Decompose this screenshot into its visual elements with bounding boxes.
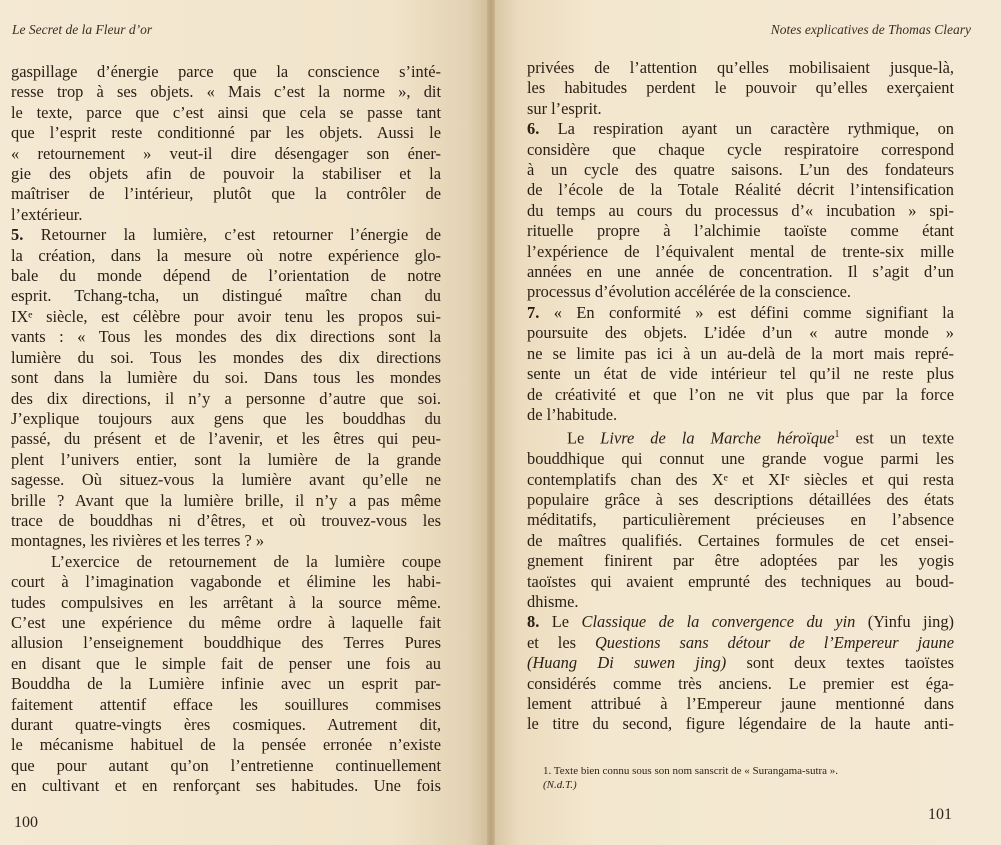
line-text: lement attribué à l’Empereur jaune mentionné dans [527, 694, 954, 714]
line-text: lumière du soi. Tous les mondes des dix directions [11, 347, 441, 367]
text-line [11, 266, 441, 286]
left-page-number: 100 [14, 814, 38, 831]
text-line [527, 653, 954, 673]
text-line [527, 572, 954, 592]
text-line [527, 282, 954, 302]
line-text: en disant que le simple fait de penser une fois au [11, 653, 441, 673]
line-text: poursuite des objets. L’idée d’un « autre monde » [527, 323, 954, 343]
left-page [0, 0, 487, 845]
text-line [527, 490, 954, 510]
line-text: à un cycle des quatre saisons. L’un des fondateurs [527, 160, 954, 180]
line-text: durant quatre-vingts ères cosmiques. Autrement dit, [11, 715, 441, 734]
text-line [11, 450, 441, 470]
right-running-head: Notes explicatives de Thomas Cleary [770, 22, 971, 37]
line-text: court à l’imagination vagabonde et élimine les habi- [11, 572, 441, 592]
italic-title: (Huang Di suwen jing) [527, 653, 727, 673]
line-text: resse trop à ses objets. « Mais c’est la norme », dit [11, 82, 441, 102]
right-page-number: 101 [928, 806, 952, 823]
line-text: gnement finirent par être adoptées par les yogis [527, 551, 954, 571]
text-line [11, 491, 441, 511]
left-running-head: Le Secret de la Fleur d’or [12, 22, 153, 37]
text-line [527, 303, 954, 323]
text-line [11, 307, 441, 327]
text-line [11, 470, 441, 490]
book-gutter [487, 0, 495, 845]
line-text: gie des objets afin de pouvoir la stabiliser et la [11, 164, 441, 184]
line-text: sur l’esprit. [527, 98, 602, 118]
line-text: de maîtres qualifiés. Certaines formules de cet ensei- [527, 530, 954, 550]
text-line [11, 511, 441, 531]
text-line [11, 593, 441, 613]
text-line [11, 613, 441, 633]
right-page [495, 0, 1001, 845]
text-line [527, 470, 954, 490]
line-text: bouddhique qui connut une grande vogue parmi les [527, 449, 954, 469]
line-text: taoïstes qui avaient emprunté des techniques au boud- [527, 571, 954, 591]
italic-title: Classique de la convergence du yin [581, 612, 856, 632]
right-body-text [527, 58, 954, 735]
text-line [11, 144, 441, 164]
line-text: brille ? Avant que la lumière brille, il n’y a pas même [11, 490, 441, 510]
text-line [527, 405, 954, 425]
text-line [11, 184, 441, 204]
text-line [527, 633, 954, 653]
text-line [11, 674, 441, 694]
line-text: plent l’univers entier, sont la lumière de la grande [11, 449, 441, 469]
text-line [527, 160, 954, 180]
line-text: gaspillage d’énergie parce que la conscience s’inté- [11, 62, 441, 81]
line-text: l’extérieur. [11, 204, 83, 224]
text-line [11, 327, 441, 347]
line-text: l’expérience de l’équivalent mental de trente-six mille [527, 241, 954, 261]
line-text: des dix directions, il n’y a personne d’autre que soi. [11, 388, 441, 408]
line-text: Retourner la lumière, c’est retourner l’énergie de [23, 225, 441, 245]
line-text: sagesse. Où situez-vous la lumière avant qu’elle ne [11, 470, 441, 490]
line-text: considère que chaque cycle respiratoire correspond [527, 139, 954, 159]
line-text: J’explique toujours aux gens que les bouddhas du [11, 408, 441, 428]
text-line [527, 262, 954, 282]
text-line [527, 242, 954, 262]
text-line [11, 62, 441, 82]
text-line [11, 123, 441, 143]
italic-title: Livre de la Marche héroïque [600, 428, 835, 448]
footnote [543, 764, 955, 792]
line-text: faitement attentif efface les souillures commises [11, 694, 441, 714]
line-text: rituelle propre à l’alchimie taoïste comme étant [527, 221, 954, 241]
line-text: Bouddha de la Lumière infinie avec un esprit par- [11, 674, 441, 694]
line-text: est un texte [839, 428, 955, 448]
text-line [527, 714, 954, 734]
line-text: allusion l’enseignement bouddhique des Terres Pures [11, 633, 441, 653]
line-text: ne se limite pas ici à un au-delà de la mort mais repré- [527, 343, 954, 363]
line-text: dhisme. [527, 592, 579, 612]
text-line [11, 225, 441, 245]
line-text: maîtriser de l’intérieur, plutôt que la contrôler de [11, 184, 441, 204]
text-line [11, 103, 441, 123]
italic-title: Questions sans détour de l’Empereur jaune [594, 632, 955, 652]
text-line [527, 592, 954, 612]
text-line [11, 368, 441, 388]
line-text: le texte, parce que c’est ainsi que cela se passe tant [11, 102, 441, 122]
line-text: contemplatifs chan des Xᵉ et XIᵉ siècles et qui resta [527, 469, 954, 489]
line-text: le mécanisme habituel de la pensée erronée n’existe [11, 735, 441, 755]
line-text: et les [527, 632, 595, 652]
text-line [527, 221, 954, 241]
line-text: L’exercice de retournement de la lumière coupe [51, 551, 441, 571]
text-line [527, 551, 954, 571]
line-text: IXᵉ siècle, est célèbre pour avoir tenu les propos sui- [11, 306, 441, 326]
line-text: la création, dans la mesure où notre expérience glo- [11, 245, 441, 265]
line-text: C’est une expérience du même ordre à laquelle fait [11, 612, 441, 632]
line-text: de l’école de la Totale Réalité décrit l’intensification [527, 180, 954, 200]
text-line [527, 140, 954, 160]
text-line [527, 694, 954, 714]
line-text: Le [539, 612, 582, 632]
note-number: 5. [11, 225, 24, 245]
text-line [11, 654, 441, 674]
line-text: les habitudes perdent le pouvoir qu’elles exerçaient [527, 78, 954, 98]
line-text: montagnes, les rivières et les terres ? » [11, 531, 265, 551]
text-line [527, 180, 954, 200]
note-number: 6. [527, 119, 540, 139]
line-text: de créativité et que l’on ne vit plus que par la force [527, 384, 954, 404]
line-text: sente un état de vide intérieur tel qu’il ne reste plus [527, 364, 954, 384]
line-text: méditatifs, particulièrement précieuses en l’absence [527, 510, 954, 530]
line-text: privées de l’attention qu’elles mobilisaient jusque-là, [527, 58, 954, 77]
line-text: (Yinfu jing) [855, 612, 955, 632]
text-line [527, 344, 954, 364]
line-text: que pour autant qu’on l’entretienne continuellement [11, 755, 441, 775]
note-number: 7. [527, 302, 540, 322]
line-text: considérés comme très anciens. Le premier est éga- [527, 673, 954, 693]
line-text: vants : « Tous les mondes des dix directions sont la [11, 327, 441, 347]
text-line [527, 323, 954, 343]
text-line [527, 510, 954, 530]
text-line [11, 633, 441, 653]
line-text: La respiration ayant un caractère rythmique, on [539, 119, 954, 139]
text-line [11, 735, 441, 755]
text-line [11, 246, 441, 266]
text-line [527, 364, 954, 384]
text-line [11, 389, 441, 409]
text-line [11, 348, 441, 368]
line-text: populaire grâce à ses descriptions détaillées des états [527, 490, 954, 509]
line-text: du temps au cours du processus d’« incubation » spi- [527, 200, 954, 220]
left-body-text [11, 62, 441, 797]
line-text: passé, du présent et de l’avenir, et les êtres qui peu- [11, 429, 441, 449]
text-line [11, 776, 441, 796]
text-line [527, 612, 954, 632]
line-text: trace de bouddhas ni d’êtres, et où trouvez-vous les [11, 510, 441, 530]
text-line [11, 164, 441, 184]
text-line [527, 425, 954, 449]
line-text: tudes compulsives en les arrêtant à la source même. [11, 592, 441, 612]
note-number: 8. [527, 612, 540, 632]
text-line [11, 531, 441, 551]
line-text: que l’esprit reste conditionné par les objets. Aussi le [11, 123, 441, 143]
footnote-note: (N.d.T.) [543, 779, 577, 791]
text-line [11, 205, 441, 225]
text-line [11, 695, 441, 715]
line-text: Le [567, 428, 601, 448]
line-text: « retournement » veut-il dire désengager son éner- [11, 143, 441, 163]
text-line [527, 385, 954, 405]
line-text: de l’habitude. [527, 404, 618, 424]
line-text: « En conformité » est défini comme signifiant la [539, 302, 954, 322]
text-line [527, 201, 954, 221]
text-line [527, 449, 954, 469]
text-line [11, 429, 441, 449]
line-text: processus d’évolution accélérée de la conscience. [527, 282, 852, 302]
text-line [11, 756, 441, 776]
text-line [11, 572, 441, 592]
footnote-marker: 1 [834, 429, 840, 441]
text-line [527, 531, 954, 551]
text-line [527, 119, 954, 139]
text-line [11, 715, 441, 735]
footnote-line: 1. Texte bien connu sous son nom sanscrit de « Surangama-sutra ». [543, 765, 839, 777]
text-line [11, 286, 441, 306]
text-line [527, 78, 954, 98]
text-line [11, 409, 441, 429]
text-line [11, 552, 441, 572]
text-line [11, 82, 441, 102]
text-line [527, 99, 954, 119]
line-text: le titre du second, figure légendaire de la haute anti- [527, 714, 954, 734]
line-text: esprit. Tchang-tcha, un distingué maître chan du [11, 286, 441, 306]
text-line [527, 58, 954, 78]
line-text: en cultivant et en renforçant ses habitudes. Une fois [11, 776, 441, 796]
line-text: années en une année de concentration. Il s’agit d’un [527, 262, 954, 282]
line-text: sont deux textes taoïstes [726, 653, 954, 673]
line-text: sont dans la lumière du soi. Dans tous les mondes [11, 368, 441, 388]
text-line [527, 674, 954, 694]
line-text: bale du monde dépend de l’orientation de notre [11, 266, 441, 286]
